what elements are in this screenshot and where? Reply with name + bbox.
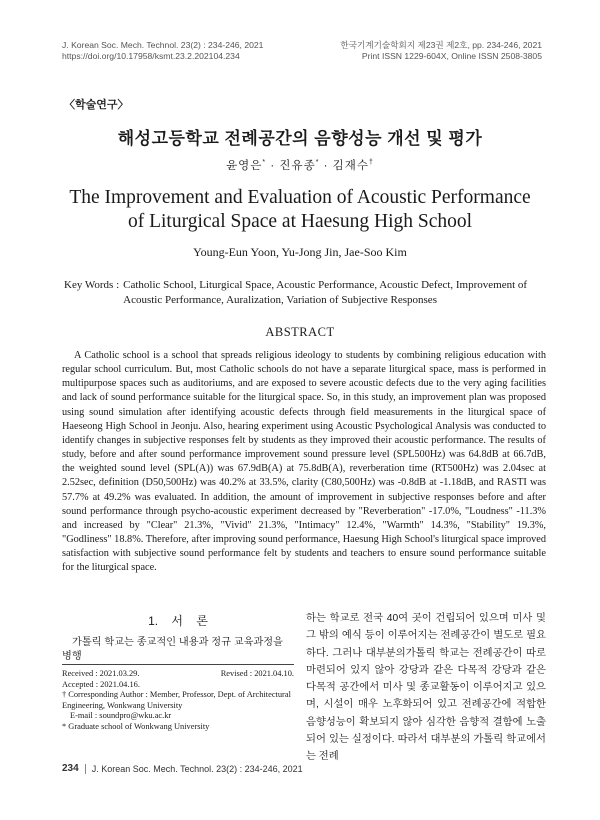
keywords-text: Catholic School, Liturgical Space, Acoustic Performance, Acoustic Defect, Improvement of Acoustic Performance, Auralization, Variation of Subjective Responses	[123, 279, 528, 306]
page-number: 234	[62, 763, 79, 774]
title-english-line-1: The Improvement and Evaluation of Acoustic Performance	[69, 187, 531, 208]
author-separator: ·	[319, 160, 333, 172]
author-1-ko: 윤영은	[226, 160, 263, 172]
email-note: E-mail : soundpro@wku.ac.kr	[70, 711, 172, 721]
abstract-body: A Catholic school is a school that spreads religious ideology to students by combining religious education with regular school curriculum. But, most Catholic schools do not have a separate liturgical space, mass is performed in multipurpose spaces such as auditoriums, and are exposed to severe acoustic defects due to the very aging facilities and lack of sound performance suitable for the liturgical space. So, in this study, an improvement plan was proposed using sound simulation after identifying acoustic defects through field measurements in the liturgical space of Haeseong High School in Jeonju. Also, hearing experiment using Acoustic Psychological Analysis was conducted to identify changes in subjective responses felt by students as they improved their acoustic performance. The results of study, before and after sound performance improvement sound pressure level (SPL500Hz) was 64.8dB at 66.7dB, the weighted sound level (SPL(A)) was 67.9dB(A) at 75.8dB(A), reverberation time (RT500Hz) was 2.04sec at 2.52sec, definition (D50,500Hz) was 40.2% at 33.5%, clarity (C80,500Hz) was -0.8dB at -1.18dB, and RASTI was 57.7% at 49.2% was evaluated. In addition, the amount of improvement in subjective responses before and after sound performance through psycho-acoustic experiment decreased by "Reverberation" -17.0%, "Loudness" -11.3% and increased by "Clear" 21.3%, "Vivid" 21.3%, "Intimacy" 12.4%, "Warmth" 14.3%, "Stability" 19.3%, "Godliness" 18.8%. Therefore, after improving sound performance, Haesung High School's liturgical space improved satisfaction with subjective sound performance felt by students and teachers to ensure sound performance suitable for the liturgical space.	[62, 350, 546, 574]
header-citation: J. Korean Soc. Mech. Technol. 23(2) : 234-246, 2021	[62, 40, 264, 50]
keywords-label: Key Words :	[64, 279, 120, 291]
introduction-left-paragraph: 가톨릭 학교는 종교적인 내용과 정규 교육과정을 병행	[62, 637, 283, 662]
keywords	[64, 278, 544, 308]
page-footer	[62, 763, 303, 774]
accepted-date: Accepted : 2021.04.16.	[62, 679, 140, 689]
graduate-note: * Graduate school of Wonkwang University	[62, 721, 210, 731]
received-date: Received : 2021.03.29.	[62, 669, 140, 678]
authors-english: Young-Eun Yoon, Yu-Jong Jin, Jae-Soo Kim	[193, 245, 407, 259]
revised-date: Revised : 2021.04.10.	[220, 669, 294, 678]
header-issn: Print ISSN 1229-604X, Online ISSN 2508-3805	[361, 51, 542, 61]
author-2-mark: *	[315, 159, 320, 167]
author-2-ko: 진유종	[279, 160, 316, 172]
footer-divider	[85, 764, 86, 774]
footnotes	[62, 664, 294, 733]
corresponding-author-note: † Corresponding Author : Member, Professor, Dept. of Architectural Engineering, Wonkwang University	[62, 690, 291, 710]
author-3-mark: †	[369, 159, 374, 167]
title-english	[0, 186, 600, 234]
authors-korean	[0, 157, 600, 173]
author-1-mark: *	[262, 159, 267, 167]
title-english-line-2: of Liturgical Space at Haesung High School	[127, 211, 473, 232]
title-korean: 해성고등학교 전례공간의 음향성능 개선 및 평가	[117, 129, 483, 148]
introduction-heading: 1. 서 론	[148, 614, 208, 628]
author-3-ko: 김재수	[332, 160, 369, 172]
footer-citation: J. Korean Soc. Mech. Technol. 23(2) : 234-246, 2021	[91, 763, 303, 774]
author-separator: ·	[266, 160, 280, 172]
introduction-right-paragraph: 하는 학교로 전국 40여 곳이 건립되어 있으며 미사 및 그 밖의 예식 등이 이루어지는 전례공간이 별도로 필요하다. 그러나 대부분의가톨릭 학교는 전례공간이 따로 마련되어 있지 않아 강당과 같은 다목적 강당과 같은 다목적 공간에서 미사 및 종교활동이 이루어지고 있으며, 시설이 매우 노후화되어 있고 전례공간에 적합한 음향성능이 확보되지 않아 심각한 음향적 결함에 노출되어 있는 실정이다. 따라서 대부분의 가톨릭 학교에서는 전례	[306, 613, 546, 763]
running-header	[62, 40, 542, 62]
section-tag: 〈학술연구〉	[64, 99, 129, 111]
abstract-heading: ABSTRACT	[265, 325, 335, 339]
header-doi-link[interactable]: https://doi.org/10.17958/ksmt.23.2.202104.234	[62, 51, 240, 61]
header-citation-ko: 한국기계기술학회지 제23권 제2호, pp. 234-246, 2021	[340, 40, 542, 50]
date-row	[62, 669, 294, 680]
